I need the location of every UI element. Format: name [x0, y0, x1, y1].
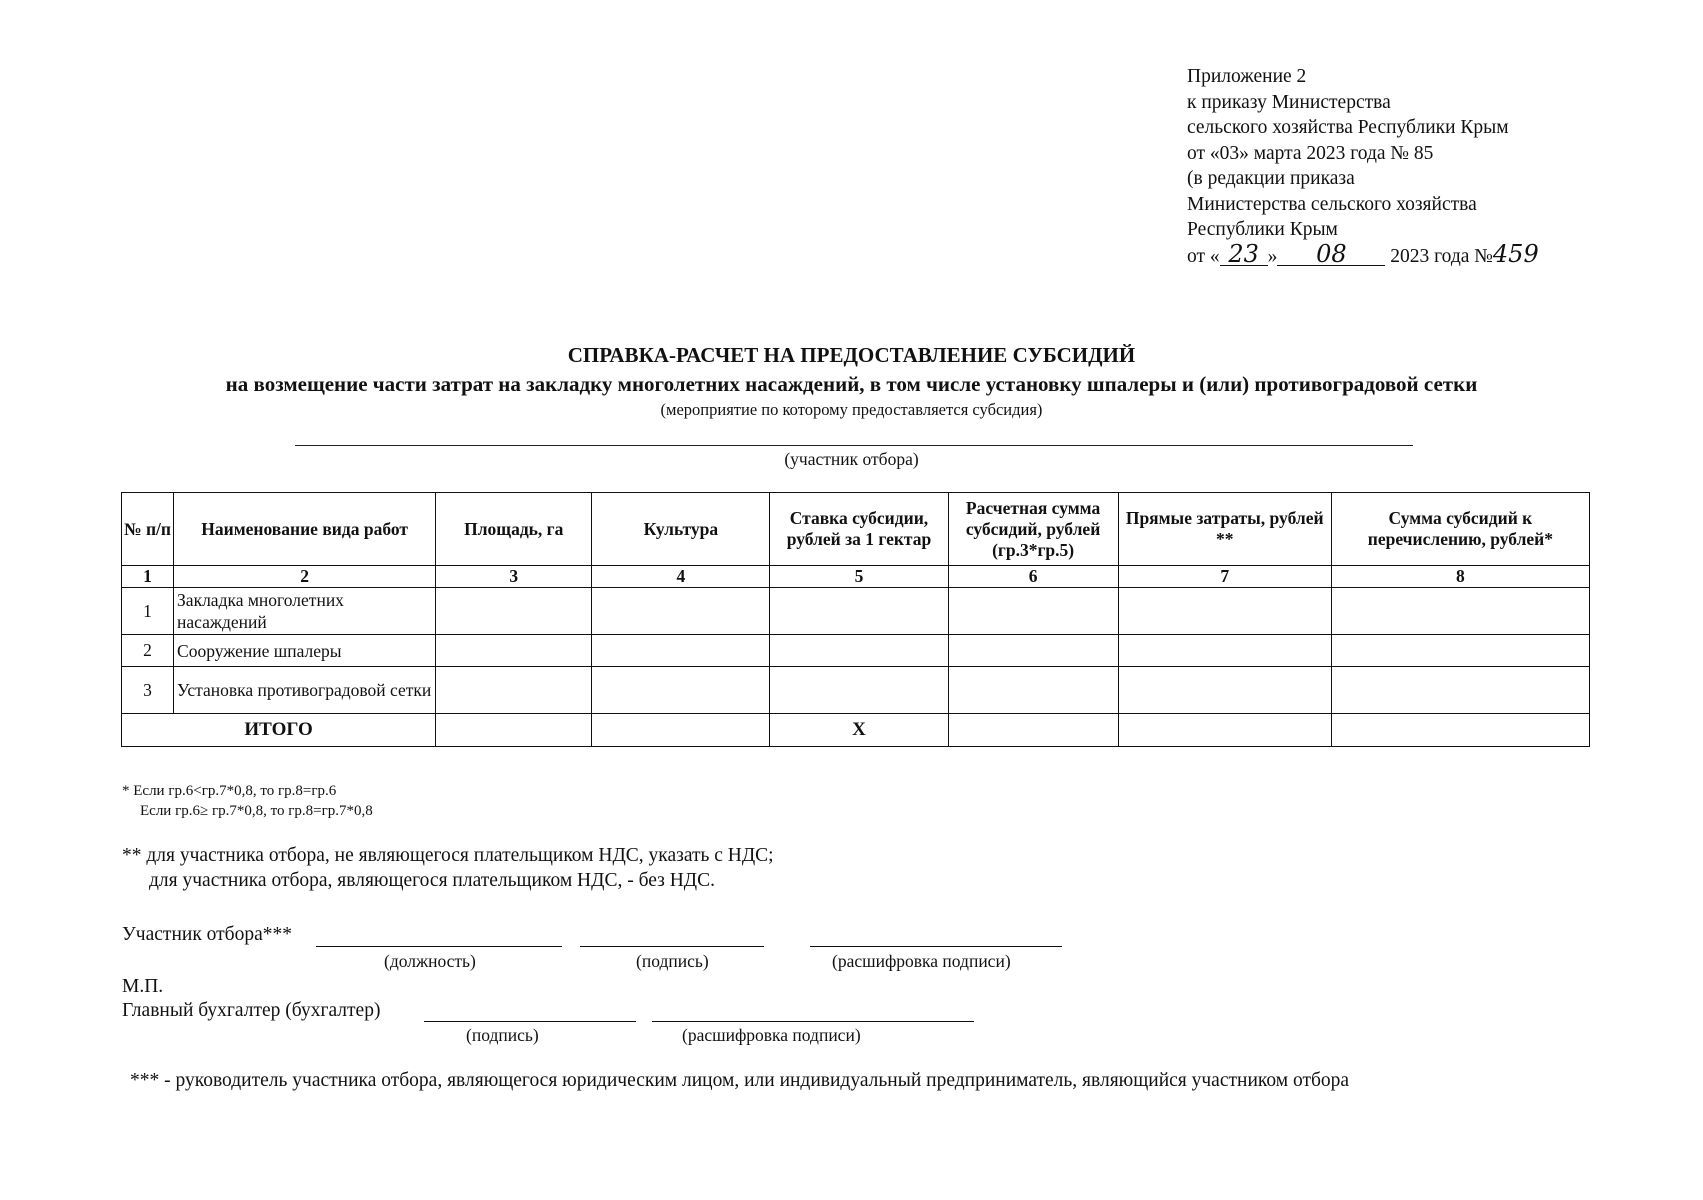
column-number: 5 [770, 566, 948, 588]
handwritten-order-number: 459 [1492, 239, 1539, 268]
cell-calculated-sum[interactable] [948, 635, 1118, 667]
cell-direct-costs[interactable] [1118, 667, 1331, 714]
date-separator: » [1267, 245, 1278, 267]
column-number-row [122, 566, 1590, 588]
cell-crop[interactable] [592, 667, 770, 714]
cell-rate[interactable] [770, 667, 948, 714]
row-work-name: Сооружение шпалеры [174, 635, 436, 667]
footnote-star2-line1: ** для участника отбора, не являющегося плательщиком НДС, указать с НДС; [122, 845, 774, 866]
header-work-name: Наименование вида работ [174, 493, 436, 566]
cell-area[interactable] [436, 667, 592, 714]
appendix-line: (в редакции приказа [1187, 168, 1355, 189]
footnote-star3: *** - руководитель участника отбора, являющегося юридическим лицом, или индивидуальный предприниматель, являющийся участником отбора [130, 1070, 1350, 1091]
column-number: 3 [436, 566, 592, 588]
date-year: 2023 года № [1390, 245, 1493, 267]
total-transfer-sum[interactable] [1331, 714, 1589, 747]
position-line[interactable] [316, 946, 562, 947]
document-subtitle: на возмещение части затрат на закладку многолетних насаждений, в том числе установку шпалеры и (или) противоградовой сетки [225, 372, 1478, 396]
table-header-row [122, 493, 1590, 566]
event-caption: (мероприятие по которому предоставляется субсидия) [660, 400, 1043, 419]
acc-decoding-caption: (расшифровка подписи) [682, 1025, 861, 1045]
appendix-line: к приказу Министерства [1187, 91, 1391, 113]
total-row [122, 714, 1590, 747]
appendix-block [1187, 64, 1667, 269]
header-direct-costs: Прямые затраты, рублей ** [1118, 493, 1331, 566]
column-number: 4 [592, 566, 770, 588]
row-work-name: Установка противоградовой сетки [174, 667, 436, 714]
signature-line[interactable] [580, 946, 764, 947]
participant-label: Участник отбора*** [122, 924, 293, 945]
participant-line [295, 445, 1413, 446]
total-calculated-sum[interactable] [948, 714, 1118, 747]
appendix-line: Приложение 2 [1187, 66, 1307, 87]
column-number: 6 [948, 566, 1118, 588]
acc-decoding-line[interactable] [652, 1021, 974, 1022]
column-number: 1 [122, 566, 174, 588]
total-area[interactable] [436, 714, 592, 747]
cell-area[interactable] [436, 588, 592, 635]
decoding-line[interactable] [810, 946, 1062, 947]
table-row [122, 588, 1590, 635]
cell-area[interactable] [436, 635, 592, 667]
signature-caption: (подпись) [636, 951, 709, 971]
row-number: 1 [122, 588, 174, 635]
cell-transfer-sum[interactable] [1331, 588, 1589, 635]
column-number: 7 [1118, 566, 1331, 588]
subsidy-table [121, 492, 1590, 747]
handwritten-day: 23 [1220, 243, 1268, 266]
footnote-star2-line2: для участника отбора, являющегося плательщиком НДС, - без НДС. [149, 870, 715, 891]
cell-calculated-sum[interactable] [948, 667, 1118, 714]
cell-rate[interactable] [770, 588, 948, 635]
footnote-star1-line2: Если гр.6≥ гр.7*0,8, то гр.8=гр.7*0,8 [140, 803, 373, 819]
cell-crop[interactable] [592, 635, 770, 667]
appendix-line: сельского хозяйства Республики Крым [1187, 117, 1509, 138]
cell-direct-costs[interactable] [1118, 635, 1331, 667]
cell-crop[interactable] [592, 588, 770, 635]
header-transfer-sum: Сумма субсидий к перечислению, рублей* [1331, 493, 1589, 566]
row-work-name: Закладка многолетних насаждений [174, 588, 436, 635]
header-number: № п/п [122, 493, 174, 566]
column-number: 2 [174, 566, 436, 588]
date-prefix: от « [1187, 245, 1220, 267]
stamp-label: М.П. [122, 976, 164, 997]
total-crop[interactable] [592, 714, 770, 747]
footnote-star1-line1: * Если гр.6<гр.7*0,8, то гр.8=гр.6 [122, 783, 337, 799]
header-calculated-sum: Расчетная сумма субсидий, рублей (гр.3*гр.5) [948, 493, 1118, 566]
total-label: ИТОГО [122, 714, 436, 747]
appendix-line: от «03» марта 2023 года № 85 [1187, 142, 1434, 164]
position-caption: (должность) [384, 951, 476, 971]
cell-direct-costs[interactable] [1118, 588, 1331, 635]
cell-transfer-sum[interactable] [1331, 635, 1589, 667]
handwritten-month: 08 [1277, 243, 1385, 266]
row-number: 2 [122, 635, 174, 667]
appendix-line: Министерства сельского хозяйства [1187, 193, 1477, 215]
cell-rate[interactable] [770, 635, 948, 667]
acc-signature-caption: (подпись) [466, 1025, 539, 1045]
header-area: Площадь, га [436, 493, 592, 566]
row-number: 3 [122, 667, 174, 714]
header-rate: Ставка субсидии, рублей за 1 гектар [770, 493, 948, 566]
total-direct-costs[interactable] [1118, 714, 1331, 747]
column-number: 8 [1331, 566, 1589, 588]
acc-signature-line[interactable] [424, 1021, 636, 1022]
accountant-label: Главный бухгалтер (бухгалтер) [122, 1000, 381, 1021]
document-title: СПРАВКА-РАСЧЕТ НА ПРЕДОСТАВЛЕНИЕ СУБСИДИЙ [567, 343, 1136, 367]
amendment-date-line [1187, 239, 1667, 270]
appendix-line: Республики Крым [1187, 219, 1338, 240]
decoding-caption: (расшифровка подписи) [832, 951, 1011, 971]
cell-calculated-sum[interactable] [948, 588, 1118, 635]
participant-caption: (участник отбора) [784, 449, 919, 469]
table-row [122, 635, 1590, 667]
header-crop: Культура [592, 493, 770, 566]
total-rate-mark: Х [770, 714, 948, 747]
cell-transfer-sum[interactable] [1331, 667, 1589, 714]
table-row [122, 667, 1590, 714]
